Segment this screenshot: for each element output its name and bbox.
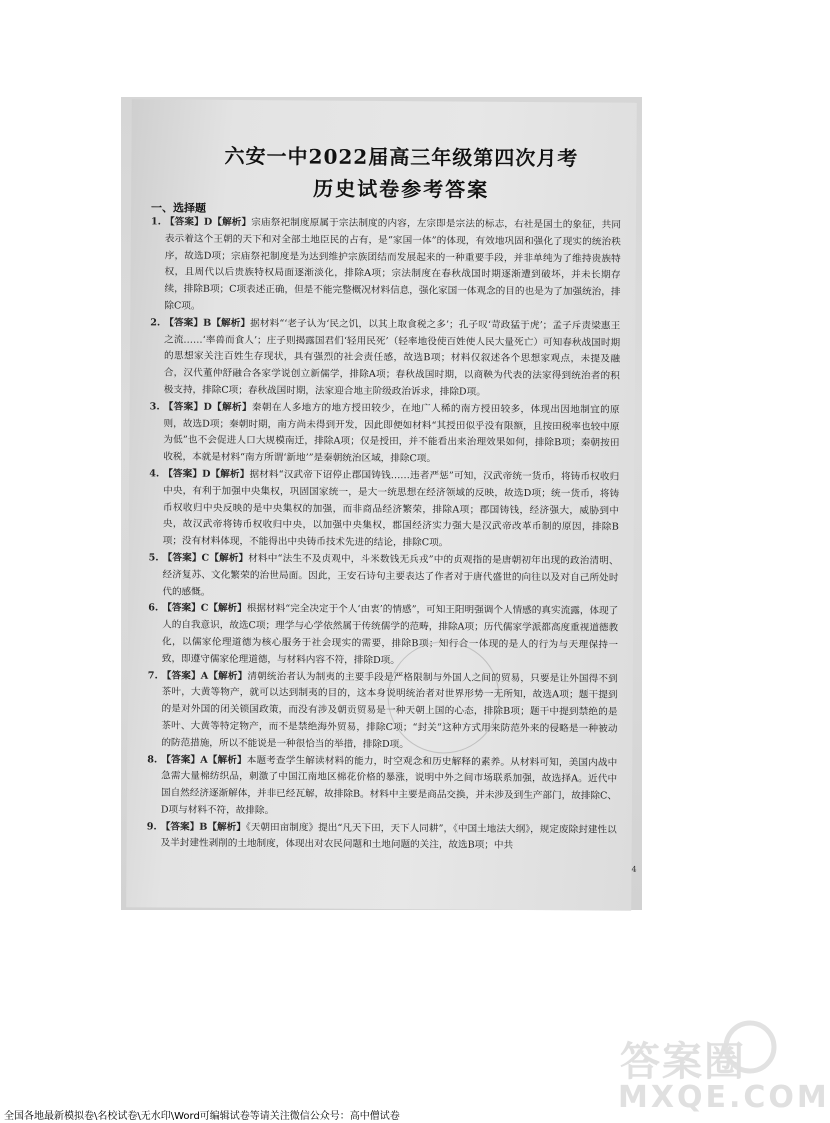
answer-text (162, 601, 618, 671)
answer-explanation: 据材料“‘老子认为‘民之饥，以其上取食税之多’；孔子叹‘苛政猛于虎’；孟子斥责梁惠王之流……‘率兽而食人’；庄子则揭露国君们‘轻用民死’（轻率地役使百姓使人民大量死亡）可知春秋战国时期的思想家关注百姓生存现状，具有强烈的社会责任感，故选B项；材料仅叙述各个思想家观点，未提及融合，汉代董仲舒融合各家学说创立新儒学，排除A项；春秋战国时期，以商鞅为代表的法家得到统治者的积极支持，排除C项；春秋战国时期，法家迎合地主阶级政治诉求，排除D项。 (163, 317, 621, 398)
answer-sheet (126, 99, 637, 911)
answer-number: 1. (150, 216, 162, 228)
answer-tag: 【答案】C【解析】 (162, 552, 249, 565)
page-number: 4 (631, 864, 637, 874)
answer-text (164, 214, 621, 318)
answer-explanation: 秦朝在人多地方的地方授田较少，在地广人稀的南方授田较多，体现出因地制宜的原则，故选D项；秦朝时期，南方尚未得到开发，因此即便如材料“其授田似乎没有限额，且按田税率也较中原为低”也不会促进人口大规模南迁，排除A项；仅是授田，并不能看出来治理效果如何，排除B项；秦朝按田收税，本就是材料“南方所谓‘新地’”是秦朝统治区域，排除C项。 (163, 401, 620, 465)
answer-tag: 【答案】B【解析】 (160, 821, 246, 833)
answer-item (150, 214, 621, 318)
answer-tag: 【答案】A【解析】 (161, 753, 247, 766)
answer-item (147, 668, 618, 755)
document-title: 六安一中2022届高三年级第四次月考 (224, 143, 579, 171)
answer-number: 9. (146, 821, 157, 833)
document-subtitle: 历史试卷参考答案 (313, 176, 490, 202)
answer-item (148, 550, 618, 604)
answer-item (148, 601, 618, 671)
answer-item (150, 315, 621, 402)
answer-tag: 【答案】D【解析】 (164, 216, 252, 229)
answer-number: 4. (149, 468, 160, 480)
answer-item (147, 752, 617, 822)
answer-list (147, 214, 621, 856)
answer-text (161, 752, 617, 822)
answer-item (149, 466, 620, 553)
answer-explanation: 据材料“汉武帝下诏停止郡国铸钱……违者严惩”可知，汉武帝统一货币，将铸币权收归中央，有利于加强中央集权，巩固国家统一，是大一统思想在经济领域的反映，故选D项；统一货币，将铸币权收归中央反映的是中央集权的加强，而非商品经济繁荣，排除A项；郡国铸钱，经济强大，威胁到中央，故汉武帝将铸币权收归中央，以加强中央集权，郡国经济实力强大是汉武帝改革币制的原因，排除B项；没有材料体现，不能得出中央铸币技术先进的结论，排除C项。 (162, 469, 620, 549)
watermark-url: MXQE.COM (618, 1080, 830, 1115)
answer-text (164, 315, 621, 402)
answer-tag: 【答案】A【解析】 (161, 669, 248, 682)
answer-number: 2. (150, 317, 161, 329)
answer-tag: 【答案】D【解析】 (163, 468, 250, 481)
document-photo (121, 97, 642, 910)
answer-explanation: 清朝统治者认为制夷的主要手段是严格限制与外国人之间的贸易，只要是让外国得不到茶叶，大黄等物产，就可以达到制夷的目的，这本身说明统治者对世界形势一无所知，故选A项；题干提到的是对外国的闭关锁国政策，而没有涉及朝贡贸易是一种天朝上国的心态，排除B项；题干中提到禁绝的是茶叶、大黄等特定物产，而不是禁绝海外贸易，排除C项；“封关”这种方式用来防范外来的侵略是一种被动的防范措施，所以不能说是一种很恰当的举措，排除D项。 (161, 670, 618, 750)
answer-text (163, 399, 619, 469)
answer-tag: 【答案】C【解析】 (162, 602, 247, 615)
section-heading: 一、选择题 (151, 201, 207, 215)
answer-tag: 【答案】D【解析】 (163, 401, 252, 413)
answer-number: 5. (148, 552, 159, 564)
answer-number: 8. (147, 753, 158, 765)
watermark-text: 答案圈 (620, 1039, 746, 1085)
answer-explanation: 材料中“法生不及贞观中，斗米数钱无兵戎”中的贞观指的是唐朝初年出现的政治清明、经济复苏、文化繁荣的治世局面。因此，王安石诗句主要表达了作者对于唐代盛世的向往以及对自己所处时代的感慨。 (162, 553, 619, 598)
footer-note: 全国各地最新模拟卷\名校试卷\无水印\Word可编辑试卷等请关注微信公众号：高中僧试卷 (4, 1111, 400, 1122)
answer-number: 7. (147, 669, 158, 681)
answer-explanation: 根据材料“完全决定于个人‘由衷’的情感”，可知王阳明强调个人情感的真实流露，体现了人的自我意识，故选C项；理学与心学依然属于传统儒学的范畴，排除A项；历代儒家学派都高度重视道德教化，以儒家伦理道德为核心服务于社会现实的需要，排除B项；知行合一体现的是人的行为与天理保持一致，即遵守儒家伦理道德，与材料内容不符，排除D项。 (161, 603, 619, 666)
answer-text (162, 550, 618, 604)
answer-number: 6. (148, 602, 159, 614)
answer-number: 3. (149, 401, 160, 413)
answer-item (147, 819, 617, 856)
answer-item (149, 399, 619, 469)
answer-explanation: 本题考查学生解读材料的能力，时空观念和历史解释的素养。从材料可知，美国内战中急需大量棉纺织品，刺激了中国江南地区棉花价格的暴涨，说明中外之间市场联系加强，故选择A。近代中国自然经济逐渐解体，并非已经瓦解，故排除B。材料中主要是商品交换，并未涉及到生产部门，故排除C、D项与材料不符，故排除。 (160, 754, 618, 817)
answer-explanation: 《天朝田亩制度》提出“凡天下田，天下人同耕”，《中国土地法大纲》，规定废除封建性以及半封建性剥削的土地制度，体现出对农民问题和土地问题的关注，故选B项；中共 (160, 821, 617, 852)
answer-text (163, 466, 620, 553)
answer-explanation: 宗庙祭祀制度原属于宗法制度的内容，左宗即是宗法的标志，右社是国土的象征，共同表示着这个王朝的天下和对全部土地臣民的占有，是“家国一体”的体现，有效地巩固和强化了现实的统治秩序，故选D项；宗庙祭祀制度是为达到维护宗族团结而发展起来的一种重要手段，并非单纯为了维持贵族特权，且周代以后贵族特权局面逐渐淡化，排除A项；宗法制度在春秋战国时期逐渐遭到破坏，并未长期存续，排除B项；C项表述正确，但是不能完整概况材料信息，强化家国一体观念的目的也是为了加强统治，排除C项。 (164, 217, 622, 312)
answer-tag: 【答案】B【解析】 (164, 317, 251, 329)
answer-text (161, 819, 617, 856)
